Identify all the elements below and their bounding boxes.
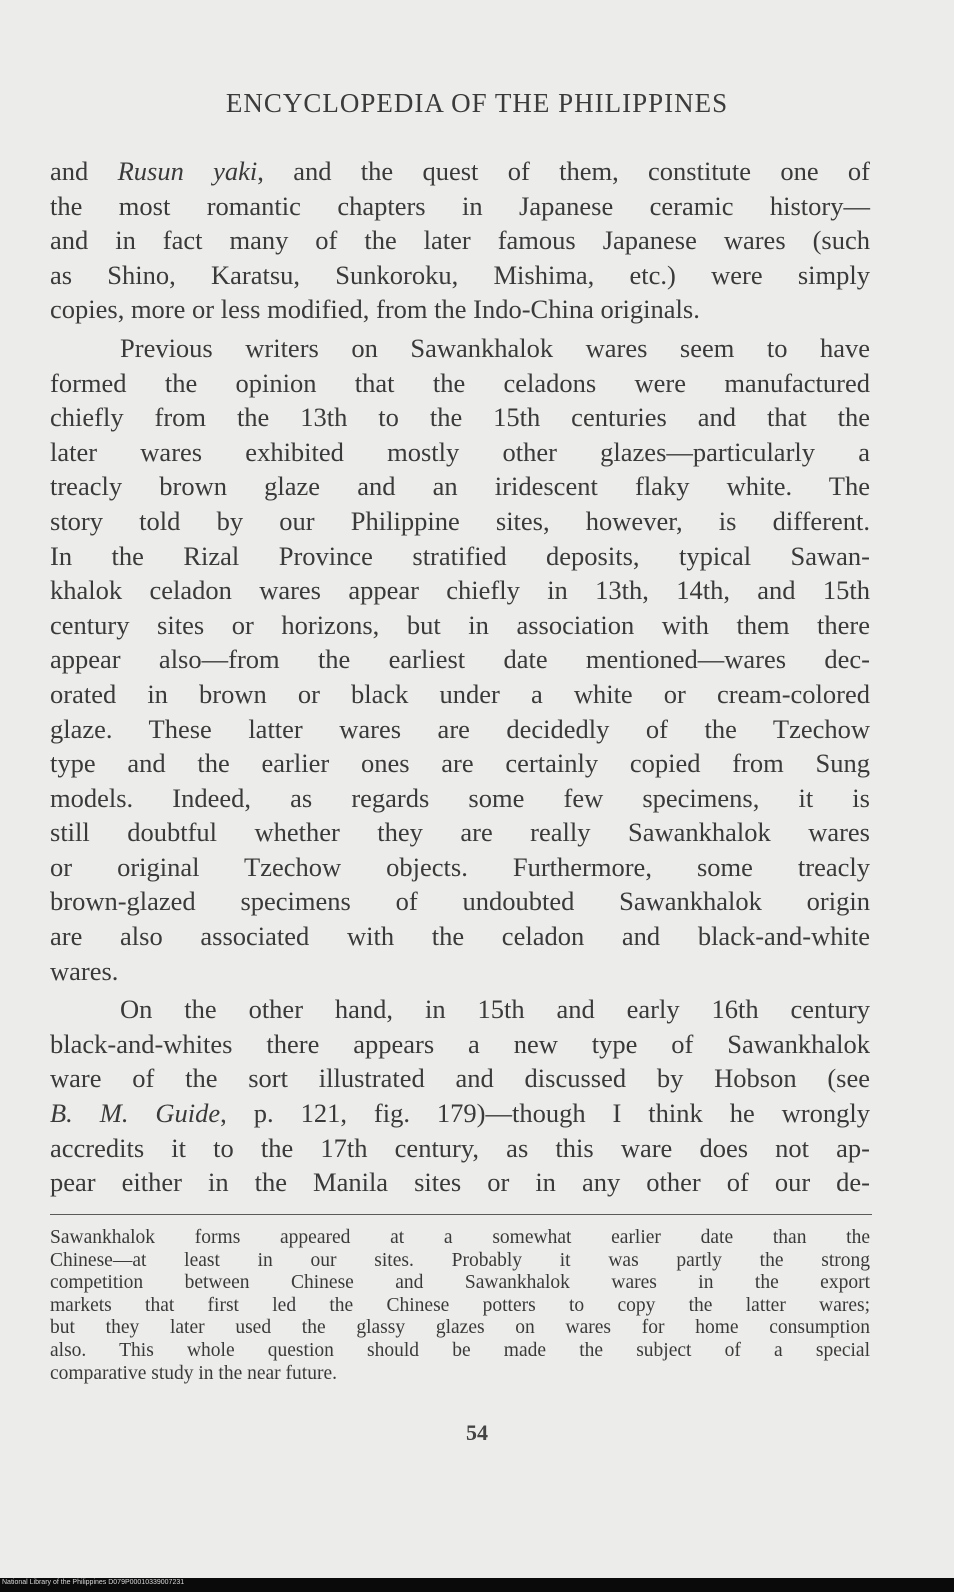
text-segment: khalok celadon wares appear chiefly in 13th, 14th, and 15th [50, 575, 870, 606]
body-text [50, 154, 870, 1200]
text-segment: story told by our Philippine sites, however, is different. [50, 505, 870, 536]
text-segment: glaze. These latter wares are decidedly of the Tzechow [50, 713, 870, 744]
footnote-line: markets that first led the Chinese potters to copy the latter wares; [50, 1294, 870, 1316]
text-segment: accredits it to the 17th century, as this ware does not ap- [50, 1132, 870, 1163]
text-segment: as Shino, Karatsu, Sunkoroku, Mishima, etc.) were simply [50, 259, 870, 290]
text-segment: century sites or horizons, but in association with them there [50, 609, 870, 640]
text-line [50, 815, 870, 850]
text-line [50, 189, 870, 224]
text-line [50, 573, 870, 608]
text-line [50, 677, 870, 712]
footnote [50, 1227, 870, 1385]
text-line [50, 1027, 870, 1062]
text-line [50, 258, 870, 293]
footnote-divider [50, 1214, 872, 1215]
text-line [50, 223, 870, 258]
text-line [50, 292, 870, 327]
scan-footer-bar [0, 1578, 954, 1592]
text-line [50, 154, 870, 189]
text-segment: In the Rizal Province stratified deposits, typical Sawan- [50, 540, 870, 571]
text-segment: appear also—from the earliest date mentioned—wares dec- [50, 644, 870, 675]
text-line [50, 608, 870, 643]
footnote-line: Chinese—at least in our sites. Probably it was partly the strong [50, 1249, 870, 1271]
text-line [50, 1061, 870, 1096]
text-line [50, 1096, 870, 1131]
text-line [50, 366, 870, 401]
text-segment: , and the quest of them, constitute one of [257, 156, 871, 186]
text-segment: type and the earlier ones are certainly copied from Sung [50, 748, 870, 779]
text-segment: copies, more or less modified, from the Indo-China originals. [50, 294, 700, 325]
paragraph [50, 331, 870, 988]
text-segment: pear either in the Manila sites or in any other of our de- [50, 1167, 870, 1198]
italic-text: Rusun yaki [117, 156, 258, 186]
text-segment: are also associated with the celadon and black-and-white [50, 921, 870, 952]
text-line [50, 1165, 870, 1200]
text-line [50, 992, 870, 1027]
text-segment: ware of the sort illustrated and discussed by Hobson (see [50, 1063, 870, 1094]
text-segment: chiefly from the 13th to the 15th centuries and that the [50, 402, 870, 433]
text-segment: brown-glazed specimens of undoubted Sawankhalok origin [50, 886, 870, 917]
paragraph [50, 154, 870, 327]
text-segment: wares. [50, 955, 119, 986]
text-segment: models. Indeed, as regards some few specimens, it is [50, 782, 870, 813]
footnote-line: Sawankhalok forms appeared at a somewhat earlier date than the [50, 1227, 870, 1248]
text-segment: formed the opinion that the celadons were manufactured [50, 367, 870, 398]
text-line [50, 884, 870, 919]
footnote-line: but they later used the glassy glazes on wares for home consumption [50, 1317, 870, 1339]
text-segment: and [50, 156, 118, 186]
text-segment: still doubtful whether they are really Sawankhalok wares [50, 817, 870, 848]
paragraph [50, 992, 870, 1200]
text-line [50, 712, 870, 747]
footnote-line: also. This whole question should be made the subject of a special [50, 1339, 870, 1361]
text-line [50, 781, 870, 816]
italic-text: B. M. Guide [50, 1098, 221, 1129]
footnote-line: comparative study in the near future. [50, 1362, 337, 1384]
text-line [50, 919, 870, 954]
text-segment: black-and-whites there appears a new type of Sawankhalok [50, 1028, 870, 1059]
text-line [50, 642, 870, 677]
text-segment: , p. 121, fig. 179)—though I think he wrongly [220, 1098, 870, 1129]
page-title: ENCYCLOPEDIA OF THE PHILIPPINES [225, 88, 729, 118]
text-line [50, 400, 870, 435]
text-segment: On the other hand, in 15th and early 16th century [120, 994, 870, 1025]
footnote-line: competition between Chinese and Sawankhalok wares in the export [50, 1272, 870, 1294]
text-segment: or original Tzechow objects. Furthermore, some treacly [50, 851, 870, 882]
text-line [50, 539, 870, 574]
text-segment: Previous writers on Sawankhalok wares seem to have [120, 332, 870, 363]
text-line [50, 746, 870, 781]
text-segment: orated in brown or black under a white or cream-colored [50, 678, 870, 709]
text-line [50, 435, 870, 470]
text-line [50, 469, 870, 504]
page-number: 54 [466, 1420, 488, 1445]
text-line [50, 331, 870, 366]
text-line [50, 1131, 870, 1166]
text-line [50, 954, 870, 989]
scan-credit: National Library of the Philippines D079P00010339007231 [2, 1579, 185, 1586]
text-segment: and in fact many of the later famous Japanese wares (such [50, 225, 870, 256]
text-segment: the most romantic chapters in Japanese ceramic history— [50, 190, 870, 221]
text-segment: later wares exhibited mostly other glazes—particularly a [50, 436, 870, 467]
text-segment: treacly brown glaze and an iridescent flaky white. The [50, 471, 870, 502]
text-line [50, 504, 870, 539]
text-line [50, 850, 870, 885]
